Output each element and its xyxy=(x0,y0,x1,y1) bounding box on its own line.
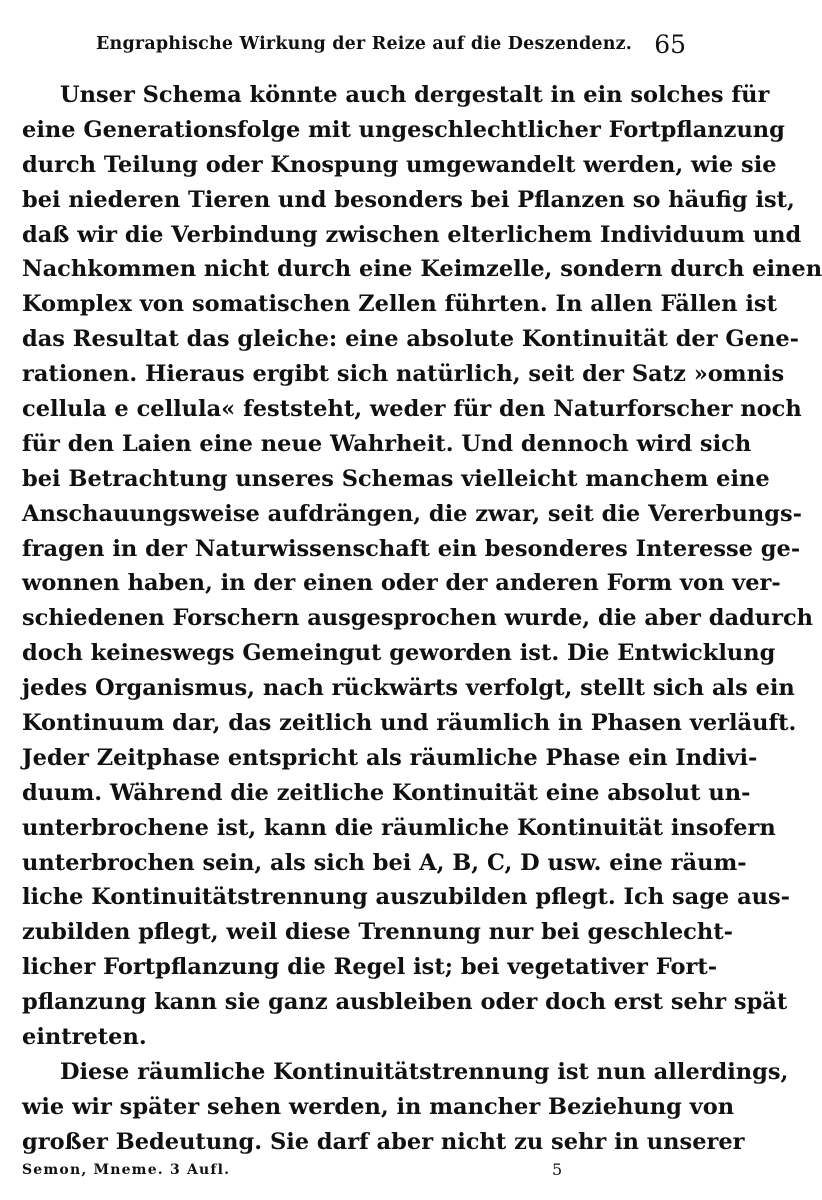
text-line: eintreten. xyxy=(22,1024,147,1051)
running-title: Engraphische Wirkung der Reize auf die Deszendenz. xyxy=(96,34,633,54)
footer-signature: Semon, Mneme. 3 Aufl. xyxy=(22,1162,231,1178)
text-line: duum. Während die zeitliche Kontinuität eine absolut un- xyxy=(22,779,751,806)
text-line: Diese räumliche Kontinuitätstrennung ist nun allerdings, xyxy=(60,1058,789,1085)
text-line: das Resultat das gleiche: eine absolute Kontinuität der Gene- xyxy=(22,326,799,353)
text-line: zubilden pflegt, weil diese Trennung nur bei geschlecht- xyxy=(22,919,733,946)
body-text xyxy=(22,78,822,1160)
text-line: Nachkommen nicht durch eine Keimzelle, sondern durch einen xyxy=(22,256,822,283)
sheet-number: 5 xyxy=(552,1160,563,1179)
text-line: durch Teilung oder Knospung umgewandelt werden, wie sie xyxy=(22,151,777,178)
text-line: unterbrochen sein, als sich bei A, B, C, D usw. eine räum- xyxy=(22,849,747,876)
page-footer xyxy=(22,1160,684,1188)
text-line: bei niederen Tieren und besonders bei Pflanzen so häufig ist, xyxy=(22,186,795,213)
text-line: fragen in der Naturwissenschaft ein besonderes Interesse ge- xyxy=(22,535,801,562)
text-line: Komplex von somatischen Zellen führten. In allen Fällen ist xyxy=(22,291,777,318)
text-line: schiedenen Forschern ausgesprochen wurde, die aber dadurch xyxy=(22,605,814,632)
text-line: jedes Organismus, nach rückwärts verfolgt, stellt sich als ein xyxy=(22,675,795,702)
text-line: liche Kontinuitätstrennung auszubilden pflegt. Ich sage aus- xyxy=(22,884,791,911)
text-line: Anschauungsweise aufdrängen, die zwar, seit die Vererbungs- xyxy=(22,500,802,527)
paragraph-2 xyxy=(22,1055,789,1160)
running-header xyxy=(96,30,686,62)
text-line: bei Betrachtung unseres Schemas vielleicht manchem eine xyxy=(22,465,770,492)
text-line: doch keineswegs Gemeingut geworden ist. Die Entwicklung xyxy=(22,640,776,667)
text-line: wie wir später sehen werden, in mancher Beziehung von xyxy=(22,1093,735,1120)
text-line: licher Fortpflanzung die Regel ist; bei vegetativer Fort- xyxy=(22,954,718,981)
text-line: unterbrochene ist, kann die räumliche Kontinuität insofern xyxy=(22,814,776,841)
page-number: 65 xyxy=(654,30,686,59)
text-line: eine Generationsfolge mit ungeschlechtlicher Fortpflanzung xyxy=(22,116,785,143)
paragraph-1 xyxy=(22,78,822,1055)
text-line: wonnen haben, in der einen oder der anderen Form von ver- xyxy=(22,570,781,597)
text-line: pflanzung kann sie ganz ausbleiben oder doch erst sehr spät xyxy=(22,989,788,1016)
text-line: Unser Schema könnte auch dergestalt in ein solches für xyxy=(60,82,770,108)
text-line: für den Laien eine neue Wahrheit. Und dennoch wird sich xyxy=(22,430,752,457)
text-line: daß wir die Verbindung zwischen elterlichem Individuum und xyxy=(22,221,802,248)
text-line: Kontinuum dar, das zeitlich und räumlich in Phasen verläuft. xyxy=(22,710,797,737)
text-line: rationen. Hieraus ergibt sich natürlich, seit der Satz »omnis xyxy=(22,361,785,388)
text-line: Jeder Zeitphase entspricht als räumliche Phase ein Indivi- xyxy=(22,744,758,771)
text-line: großer Bedeutung. Sie darf aber nicht zu sehr in unserer xyxy=(22,1128,745,1155)
text-line: cellula e cellula« feststeht, weder für den Naturforscher noch xyxy=(22,396,802,423)
